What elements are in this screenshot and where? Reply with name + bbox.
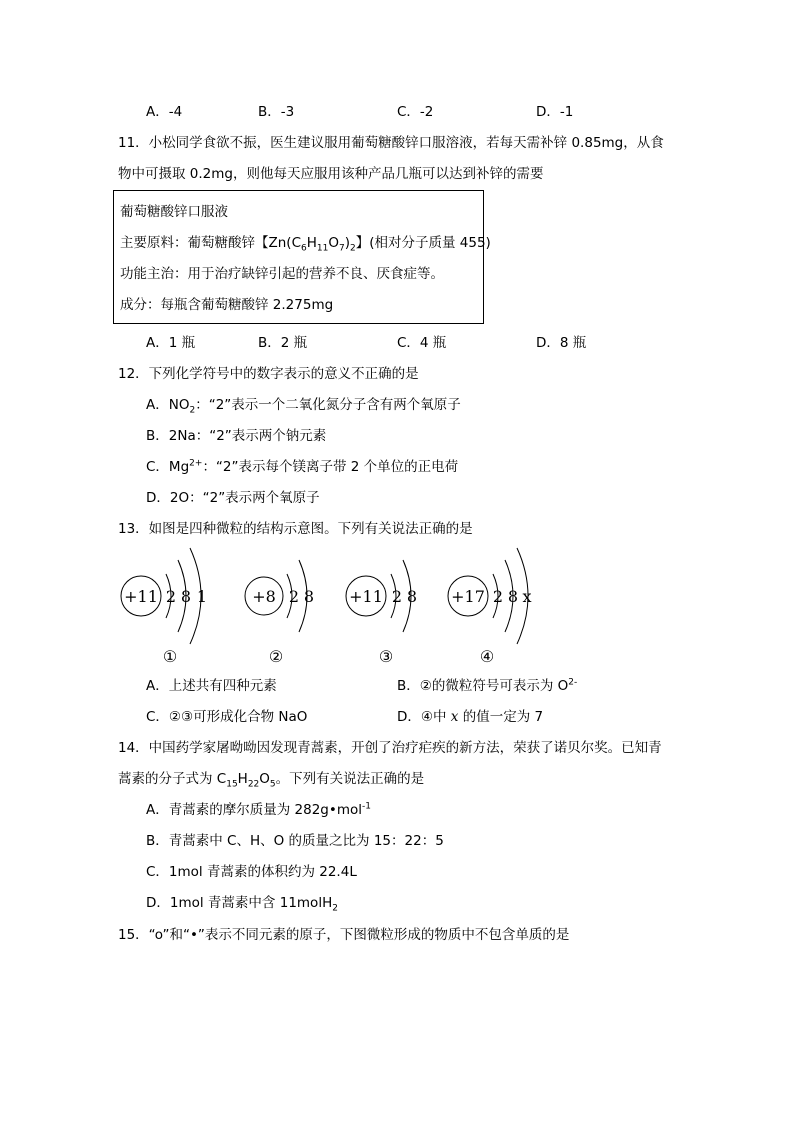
q13-option-c: C．②③可形成化合物 NaO <box>146 709 308 725</box>
q12-option-a: A．$NO_2$：“2”表示一个二氧化氮分子含有两个氧原子 <box>146 397 461 416</box>
atom-label: ② <box>268 647 284 666</box>
product-label-box <box>113 190 491 324</box>
q14-option-c: C．1mol 青蒿素的体积约为 22.4L <box>146 864 357 880</box>
q15-stem: 15．“o”和“•”表示不同元素的原子，下图微粒形成的物质中不包含单质的是 <box>118 927 570 943</box>
q12-option-c: C．$Mg^{2+}$：“2”表示每个镁离子带 2 个单位的正电荷 <box>146 458 459 475</box>
shell-count: 2 <box>492 587 504 606</box>
shell-count: 8 <box>406 587 418 606</box>
q10-option-a: A．-4 <box>146 104 183 120</box>
box-title: 葡萄糖酸锌口服液 <box>120 204 228 220</box>
q13-option-d: D．④中 x 的值一定为 7 <box>397 709 544 725</box>
shell-count: x <box>522 587 532 606</box>
q11-option-c: C．4 瓶 <box>397 335 447 351</box>
atom-structure-3 <box>346 560 417 666</box>
box-content: 成分：每瓶含葡萄糖酸锌 2.275mg <box>120 297 334 313</box>
q11-stem-line1: 11．小松同学食欲不振，医生建议服用葡萄糖酸锌口服溶液，若每天需补锌 0.85mg，从食 <box>118 135 664 151</box>
q12-option-b: B．2Na：“2”表示两个钠元素 <box>146 428 327 444</box>
q11-option-a: A．1 瓶 <box>146 335 196 351</box>
q14-stem-line1: 14．中国药学家屠呦呦因发现青蒿素，开创了治疗疟疾的新方法，荣获了诺贝尔奖。已知青 <box>118 740 662 756</box>
atom-structure-4 <box>448 548 532 666</box>
q14-option-b: B．青蒿素中 C、H、O 的质量之比为 15：22：5 <box>146 833 444 849</box>
q11-option-b: B．2 瓶 <box>258 335 308 351</box>
atom-label: ① <box>162 647 178 666</box>
shell-count: 2 <box>165 587 177 606</box>
q13-stem: 13．如图是四种微粒的结构示意图。下列有关说法正确的是 <box>118 521 473 537</box>
q12-option-d: D．2O：“2”表示两个氧原子 <box>146 490 320 506</box>
q13-option-a: A．上述共有四种元素 <box>146 678 277 694</box>
q14-option-d: D．1mol 青蒿素中含 11molH$_2$ <box>146 895 338 914</box>
q10-option-c: C．-2 <box>397 104 434 120</box>
q10-option-b: B．-3 <box>258 104 295 120</box>
q14-stem-line2: 蒿素的分子式为 $C_{15}H_{22}O_5$。下列有关说法正确的是 <box>118 771 425 790</box>
shell-count: 8 <box>507 587 519 606</box>
atom-label: ③ <box>378 647 394 666</box>
atom-structure-2 <box>245 560 314 666</box>
shell-count: 8 <box>180 587 192 606</box>
q13-option-b: B．②的微粒符号可表示为 $O^{2-}$ <box>397 677 578 694</box>
nucleus-charge: +8 <box>252 587 276 606</box>
q14-option-a: A．青蒿素的摩尔质量为 282g•mol$^{-1}$ <box>146 801 371 818</box>
q10-option-d: D．-1 <box>536 104 574 120</box>
q12-stem: 12．下列化学符号中的数字表示的意义不正确的是 <box>118 366 419 382</box>
box-function: 功能主治：用于治疗缺锌引起的营养不良、厌食症等。 <box>120 266 444 282</box>
shell-count: 2 <box>288 587 300 606</box>
q11-stem-line2: 物中可摄取 0.2mg，则他每天应服用该种产品几瓶可以达到补锌的需要 <box>118 166 544 182</box>
nucleus-charge: +11 <box>124 587 158 606</box>
atom-structure-diagram <box>110 546 550 676</box>
nucleus-charge: +17 <box>451 587 485 606</box>
shell-count: 2 <box>391 587 403 606</box>
atom-label: ④ <box>479 647 495 666</box>
box-ingredient: 主要原料：葡萄糖酸锌【$Zn(C_6H_{11}O_7)_2$】(相对分子质量 455) <box>120 235 491 254</box>
nucleus-charge: +11 <box>349 587 383 606</box>
shell-count: 1 <box>196 587 208 606</box>
shell-count: 8 <box>303 587 315 606</box>
q11-option-d: D．8 瓶 <box>536 335 587 351</box>
atom-structure-1 <box>121 548 207 666</box>
